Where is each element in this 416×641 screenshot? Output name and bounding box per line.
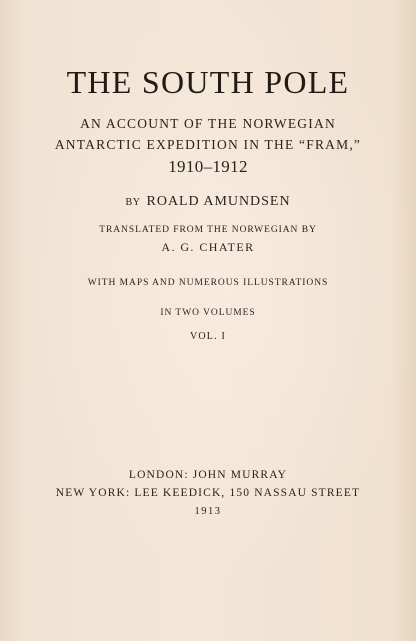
subtitle-line-1: AN ACCOUNT OF THE NORWEGIAN bbox=[80, 116, 336, 131]
author-name: ROALD AMUNDSEN bbox=[146, 194, 291, 209]
publisher-london: LONDON: JOHN MURRAY bbox=[128, 469, 288, 481]
subtitle-line-2: ANTARCTIC EXPEDITION IN THE “FRAM,” bbox=[54, 137, 362, 152]
illustrations-note: WITH MAPS AND NUMEROUS ILLUSTRATIONS bbox=[87, 278, 329, 288]
volume-number: VOL. I bbox=[189, 331, 227, 342]
author-line bbox=[0, 194, 416, 210]
publication-year: 1913 bbox=[194, 506, 222, 517]
publisher-new-york: NEW YORK: LEE KEEDICK, 150 NASSAU STREET bbox=[55, 487, 361, 499]
translator-name: A. G. CHATER bbox=[161, 240, 255, 254]
book-title: THE SOUTH POLE bbox=[66, 64, 350, 100]
by-label: BY bbox=[125, 197, 141, 208]
volumes-note: IN TWO VOLUMES bbox=[160, 308, 256, 318]
translated-label: TRANSLATED FROM THE NORWEGIAN BY bbox=[99, 225, 317, 235]
expedition-years: 1910–1912 bbox=[168, 157, 248, 176]
